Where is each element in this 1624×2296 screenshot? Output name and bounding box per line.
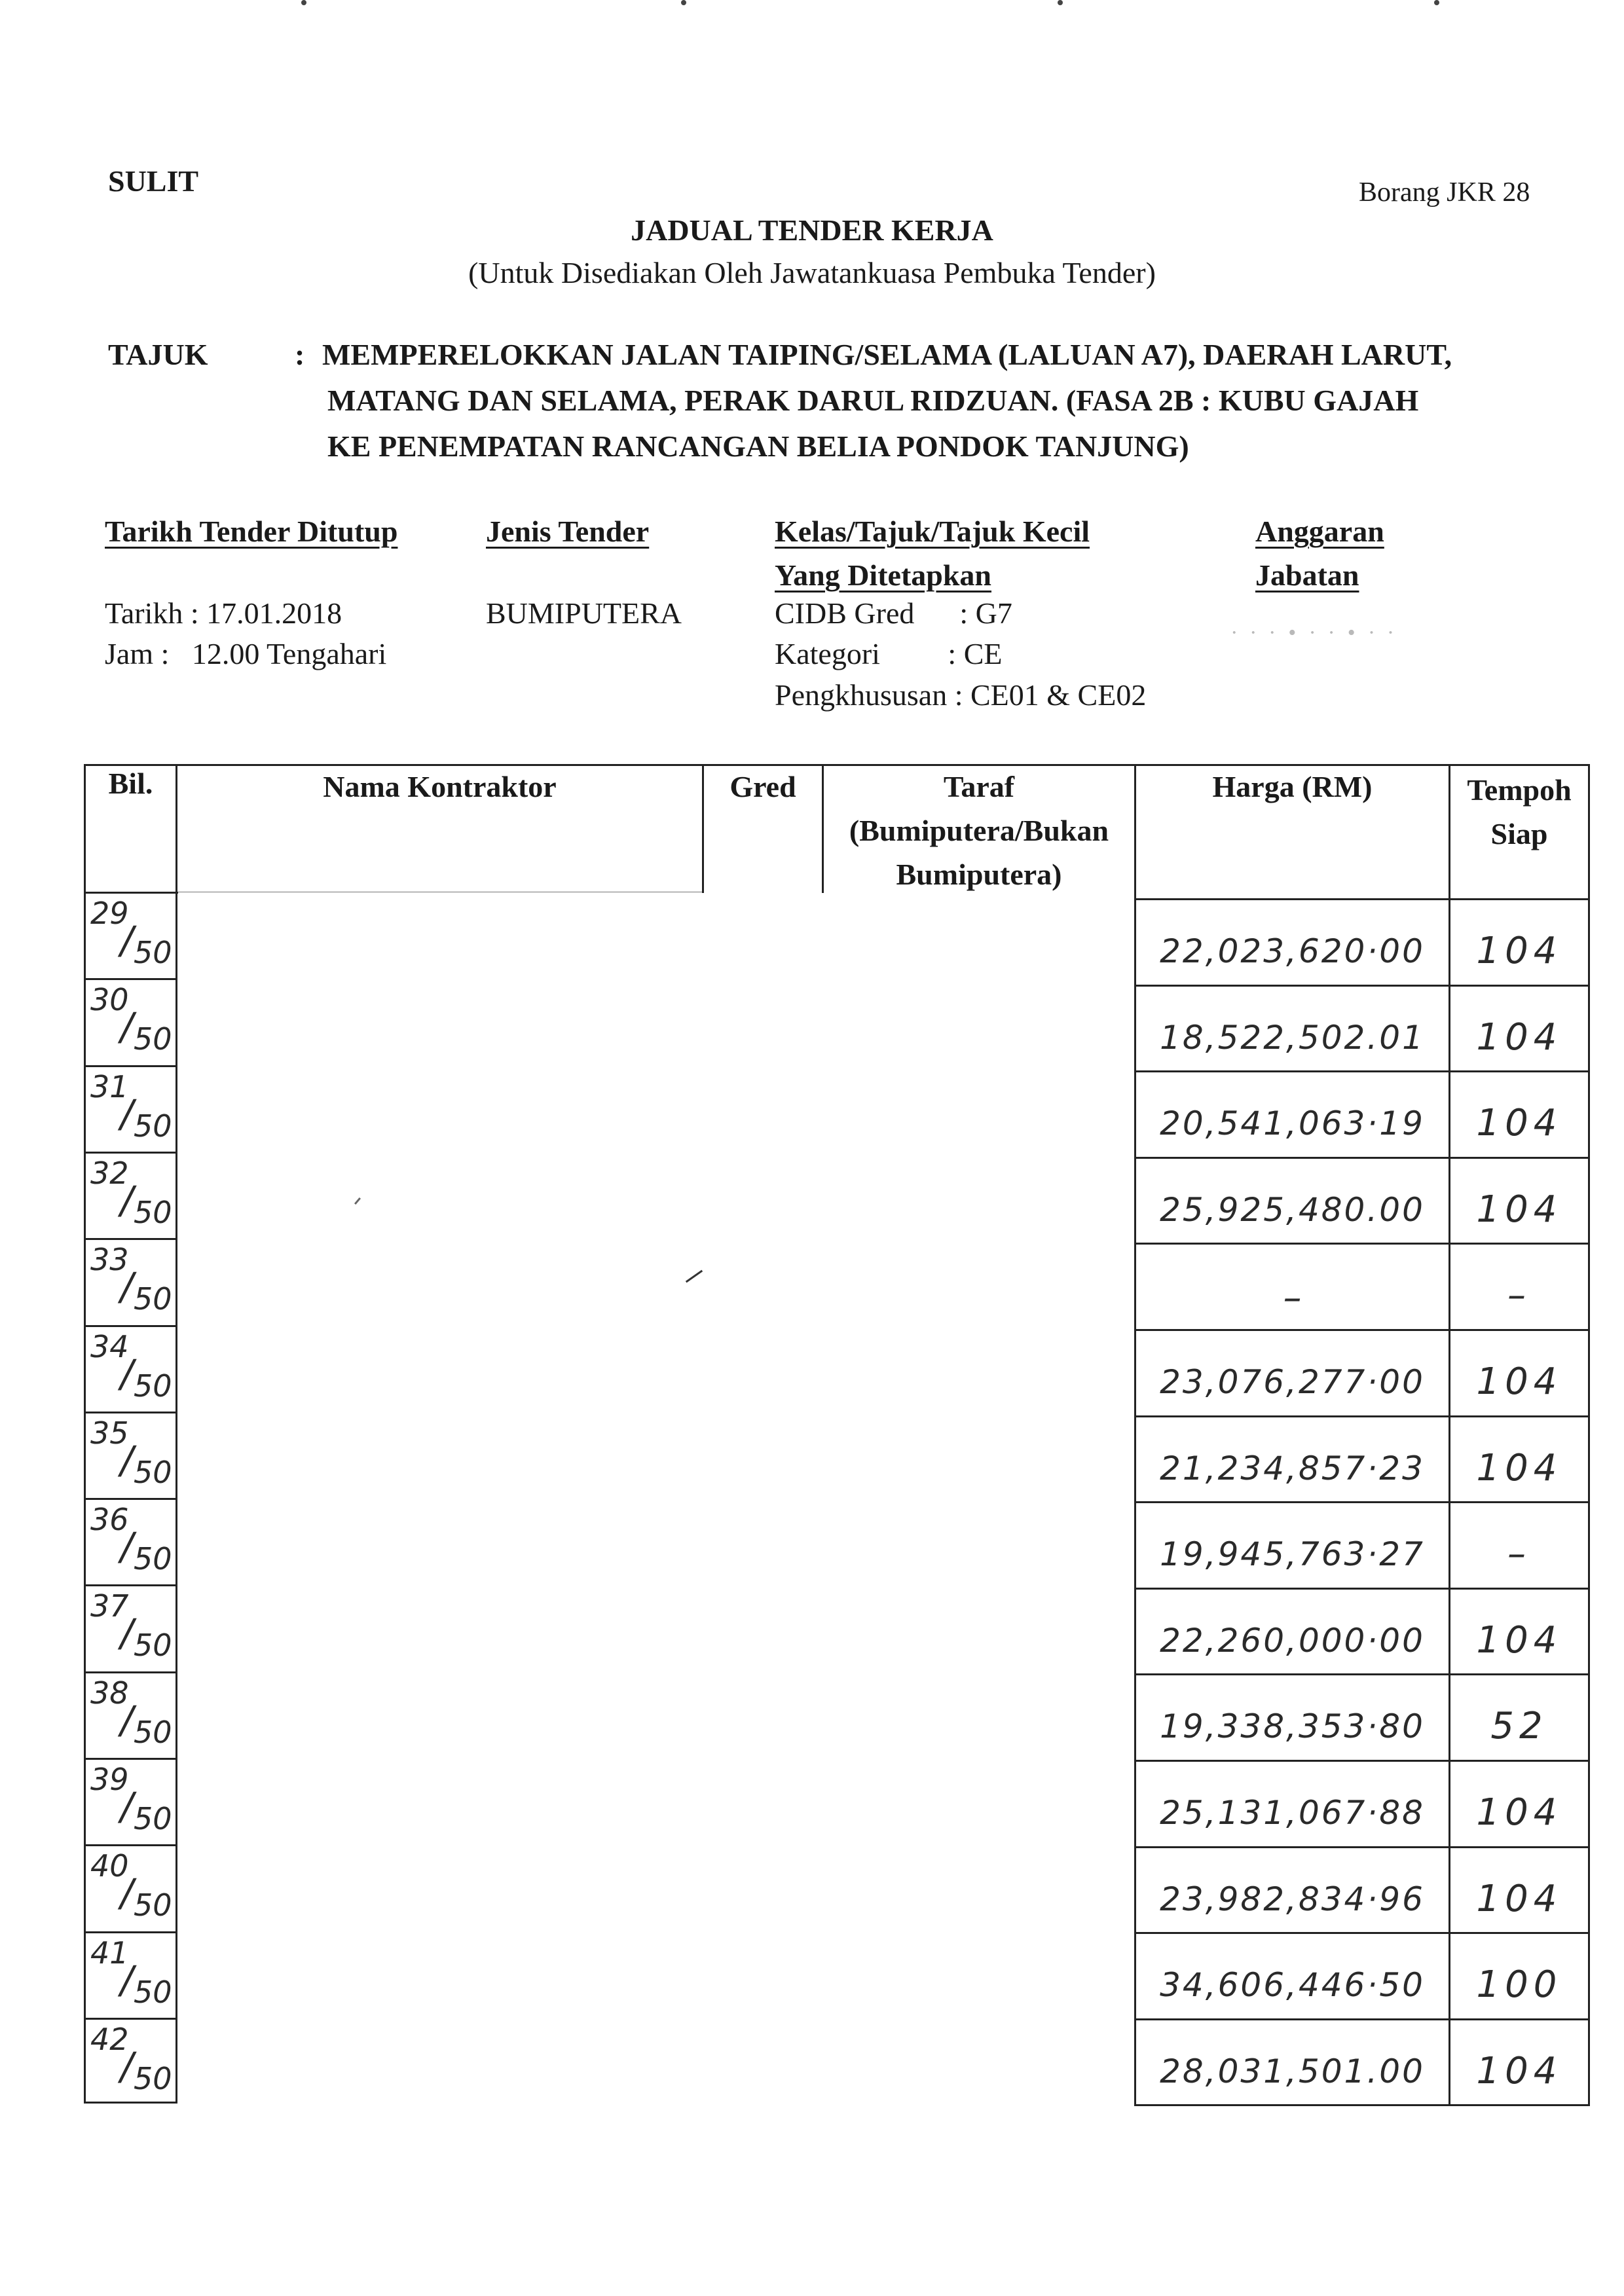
jenis-tender-value: BUMIPUTERA xyxy=(486,596,682,630)
row-bil-numerator: 40 xyxy=(90,1848,129,1884)
row-bil: 42 / 50 xyxy=(90,2021,172,2096)
header-tempoh-1: Tempoh xyxy=(1467,773,1572,807)
header-harga: Harga (RM) xyxy=(1212,770,1373,803)
row-harga: – xyxy=(1283,1277,1302,1320)
row-bil-numerator: 29 xyxy=(90,896,129,931)
header-taraf-2: (Bumiputera/Bukan xyxy=(849,814,1109,847)
jam-value: Jam : 12.00 Tengahari xyxy=(105,637,387,670)
classification-label: SULIT xyxy=(108,164,199,198)
row-bil-numerator: 31 xyxy=(90,1068,129,1104)
header-taraf-3: Bumiputera) xyxy=(896,858,1062,891)
row-harga: 22,260,000·00 xyxy=(1160,1621,1425,1660)
row-harga: 23,982,834·96 xyxy=(1160,1880,1425,1918)
header-nama-kontraktor: Nama Kontraktor xyxy=(323,770,557,803)
row-harga: 23,076,277·00 xyxy=(1160,1363,1425,1401)
row-bil: 33 / 50 xyxy=(90,1242,172,1317)
row-bil: 34 / 50 xyxy=(90,1328,172,1404)
row-bil-numerator: 30 xyxy=(90,982,129,1018)
row-tempoh-siap: – xyxy=(1507,1533,1531,1576)
row-harga: 25,925,480.00 xyxy=(1160,1190,1425,1229)
pengkhususan: Pengkhususan : CE01 & CE02 xyxy=(775,678,1147,712)
row-bil: 35 / 50 xyxy=(90,1415,172,1490)
row-tempoh-siap: 104 xyxy=(1476,930,1562,972)
anggaran-heading-1: Anggaran xyxy=(1255,515,1384,548)
row-harga: 19,945,763·27 xyxy=(1160,1535,1425,1574)
document-title: JADUAL TENDER KERJA xyxy=(631,213,993,247)
row-bil: 40 / 50 xyxy=(90,1848,172,1923)
row-bil-numerator: 42 xyxy=(90,2021,129,2057)
anggaran-heading-2: Jabatan xyxy=(1255,558,1359,592)
row-tempoh-siap: 100 xyxy=(1476,1963,1562,2007)
row-harga: 19,338,353·80 xyxy=(1160,1707,1425,1746)
row-tempoh-siap: 104 xyxy=(1476,1877,1562,1920)
kategori: Kategori : CE xyxy=(775,637,1003,670)
row-bil: 36 / 50 xyxy=(90,1502,172,1577)
row-bil: 41 / 50 xyxy=(90,1935,172,2010)
row-harga: 18,522,502.01 xyxy=(1160,1018,1425,1057)
row-bil: 37 / 50 xyxy=(90,1588,172,1664)
row-tempoh-siap: – xyxy=(1507,1274,1531,1317)
row-tempoh-siap: 52 xyxy=(1490,1705,1548,1748)
tajuk-line-1: MEMPERELOKKAN JALAN TAIPING/SELAMA (LALUAN A7), DAERAH LARUT, xyxy=(322,338,1452,371)
row-bil: 39 / 50 xyxy=(90,1762,172,1836)
tajuk-colon: : xyxy=(295,338,305,371)
row-bil-numerator: 38 xyxy=(90,1675,129,1711)
redacted-smudge: · · · • · · • · · xyxy=(1231,621,1397,645)
row-harga: 21,234,857·23 xyxy=(1160,1449,1425,1487)
document-subtitle: (Untuk Disediakan Oleh Jawatankuasa Pembuka Tender) xyxy=(468,256,1156,289)
row-tempoh-siap: 104 xyxy=(1476,1446,1562,1489)
row-tempoh-siap: 104 xyxy=(1476,1015,1562,1059)
row-bil: 31 / 50 xyxy=(90,1068,172,1144)
kelas-heading-1: Kelas/Tajuk/Tajuk Kecil xyxy=(775,515,1090,548)
row-harga: 34,606,446·50 xyxy=(1160,1966,1425,2005)
form-code: Borang JKR 28 xyxy=(1359,177,1530,208)
row-harga: 25,131,067·88 xyxy=(1160,1794,1425,1832)
row-bil-numerator: 41 xyxy=(90,1935,129,1971)
cidb-gred: CIDB Gred : G7 xyxy=(775,596,1012,630)
row-harga: 20,541,063·19 xyxy=(1160,1104,1425,1143)
row-tempoh-siap: 104 xyxy=(1476,2049,1562,2092)
row-tempoh-siap: 104 xyxy=(1476,1618,1562,1662)
row-bil-numerator: 35 xyxy=(90,1415,129,1451)
row-tempoh-siap: 104 xyxy=(1476,1188,1562,1231)
jenis-tender-heading: Jenis Tender xyxy=(486,515,650,548)
tarikh-value: Tarikh : 17.01.2018 xyxy=(105,596,342,630)
row-tempoh-siap: 104 xyxy=(1476,1360,1562,1403)
row-tempoh-siap: 104 xyxy=(1476,1791,1562,1834)
tajuk-line-3: KE PENEMPATAN RANCANGAN BELIA PONDOK TANJUNG) xyxy=(327,429,1189,463)
header-tempoh-2: Siap xyxy=(1490,817,1548,850)
kelas-heading-2: Yang Ditetapkan xyxy=(775,558,992,592)
header-bil: Bil. xyxy=(108,767,153,800)
row-bil-numerator: 37 xyxy=(90,1588,129,1624)
row-bil-numerator: 36 xyxy=(90,1502,129,1538)
row-bil-numerator: 34 xyxy=(90,1328,129,1364)
row-bil: 38 / 50 xyxy=(90,1675,172,1750)
header-gred: Gred xyxy=(729,770,796,803)
row-bil: 29 / 50 xyxy=(90,896,172,970)
tajuk-line-2: MATANG DAN SELAMA, PERAK DARUL RIDZUAN. (FASA 2B : KUBU GAJAH xyxy=(327,384,1419,417)
row-bil-numerator: 33 xyxy=(90,1242,129,1278)
row-bil-numerator: 39 xyxy=(90,1762,129,1797)
row-harga: 22,023,620·00 xyxy=(1160,932,1425,970)
row-tempoh-siap: 104 xyxy=(1476,1102,1562,1145)
row-harga: 28,031,501.00 xyxy=(1160,2052,1425,2090)
row-bil: 32 / 50 xyxy=(90,1155,172,1230)
row-bil: 30 / 50 xyxy=(90,982,172,1057)
header-taraf-1: Taraf xyxy=(943,770,1015,803)
row-bil-numerator: 32 xyxy=(90,1155,129,1191)
tarikh-heading: Tarikh Tender Ditutup xyxy=(105,515,398,548)
tajuk-label: TAJUK xyxy=(108,338,208,371)
